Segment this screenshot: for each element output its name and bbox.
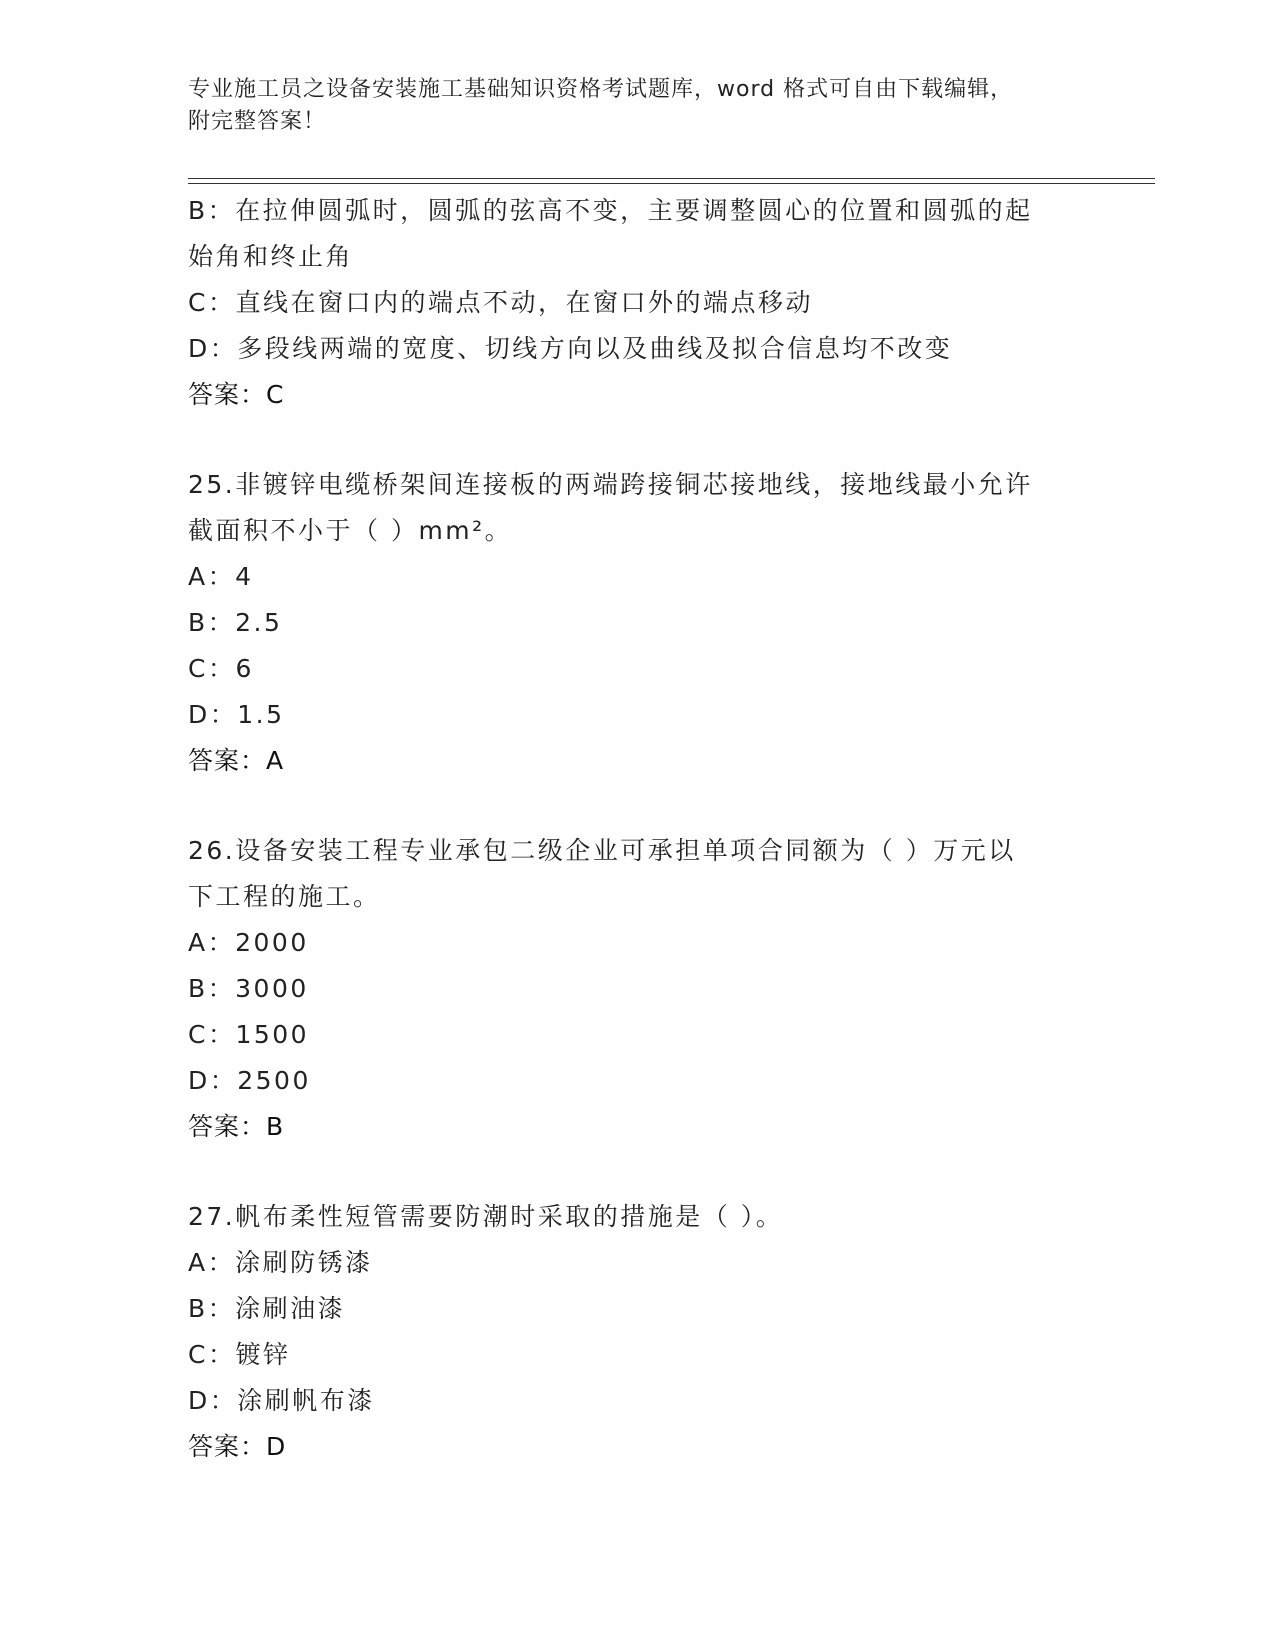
option-b-continued: 始角和终止角 <box>188 242 354 271</box>
option-c: C：镀锌 <box>188 1340 291 1369</box>
option-b: B：3000 <box>188 974 309 1003</box>
question-26 <box>188 828 1088 1150</box>
question-27 <box>188 1194 1088 1470</box>
option-d: D：多段线两端的宽度、切线方向以及曲线及拟合信息均不改变 <box>188 334 953 363</box>
header-divider-top <box>188 178 1155 179</box>
option-c: C：6 <box>188 654 254 683</box>
question-stem-continued: 截面积不小于（ ）mm²。 <box>188 516 513 545</box>
option-c: C：1500 <box>188 1020 310 1049</box>
document-header <box>188 74 1068 138</box>
answer: 答案：A <box>188 746 285 775</box>
option-d: D：涂刷帆布漆 <box>188 1386 375 1415</box>
question-stem: 27.帆布柔性短管需要防潮时采取的措施是（ ）。 <box>188 1202 784 1231</box>
option-a: A：2000 <box>188 928 309 957</box>
answer: 答案：B <box>188 1112 285 1141</box>
option-a: A：涂刷防锈漆 <box>188 1248 373 1277</box>
question-content <box>188 188 1088 1470</box>
option-d: D：1.5 <box>188 700 285 729</box>
question-spacer <box>188 784 1088 828</box>
header-line-1: 专业施工员之设备安装施工基础知识资格考试题库，word 格式可自由下载编辑， <box>188 77 1014 102</box>
option-a: A：4 <box>188 562 254 591</box>
question-24-tail <box>188 188 1088 418</box>
question-spacer <box>188 1150 1088 1194</box>
option-b: B：涂刷油漆 <box>188 1294 346 1323</box>
option-b: B：在拉伸圆弧时，圆弧的弦高不变，主要调整圆心的位置和圆弧的起 <box>188 196 1033 225</box>
question-stem-continued: 下工程的施工。 <box>188 882 381 911</box>
option-b: B：2.5 <box>188 608 283 637</box>
question-spacer <box>188 418 1088 462</box>
option-d: D：2500 <box>188 1066 311 1095</box>
answer: 答案：C <box>188 380 285 409</box>
header-line-2: 附完整答案！ <box>188 109 327 134</box>
answer: 答案：D <box>188 1432 287 1461</box>
question-stem: 25.非镀锌电缆桥架间连接板的两端跨接铜芯接地线，接地线最小允许 <box>188 470 1033 499</box>
option-c: C：直线在窗口内的端点不动，在窗口外的端点移动 <box>188 288 813 317</box>
question-25 <box>188 462 1088 784</box>
header-divider-bottom <box>188 183 1155 184</box>
question-stem: 26.设备安装工程专业承包二级企业可承担单项合同额为（ ）万元以 <box>188 836 1016 865</box>
